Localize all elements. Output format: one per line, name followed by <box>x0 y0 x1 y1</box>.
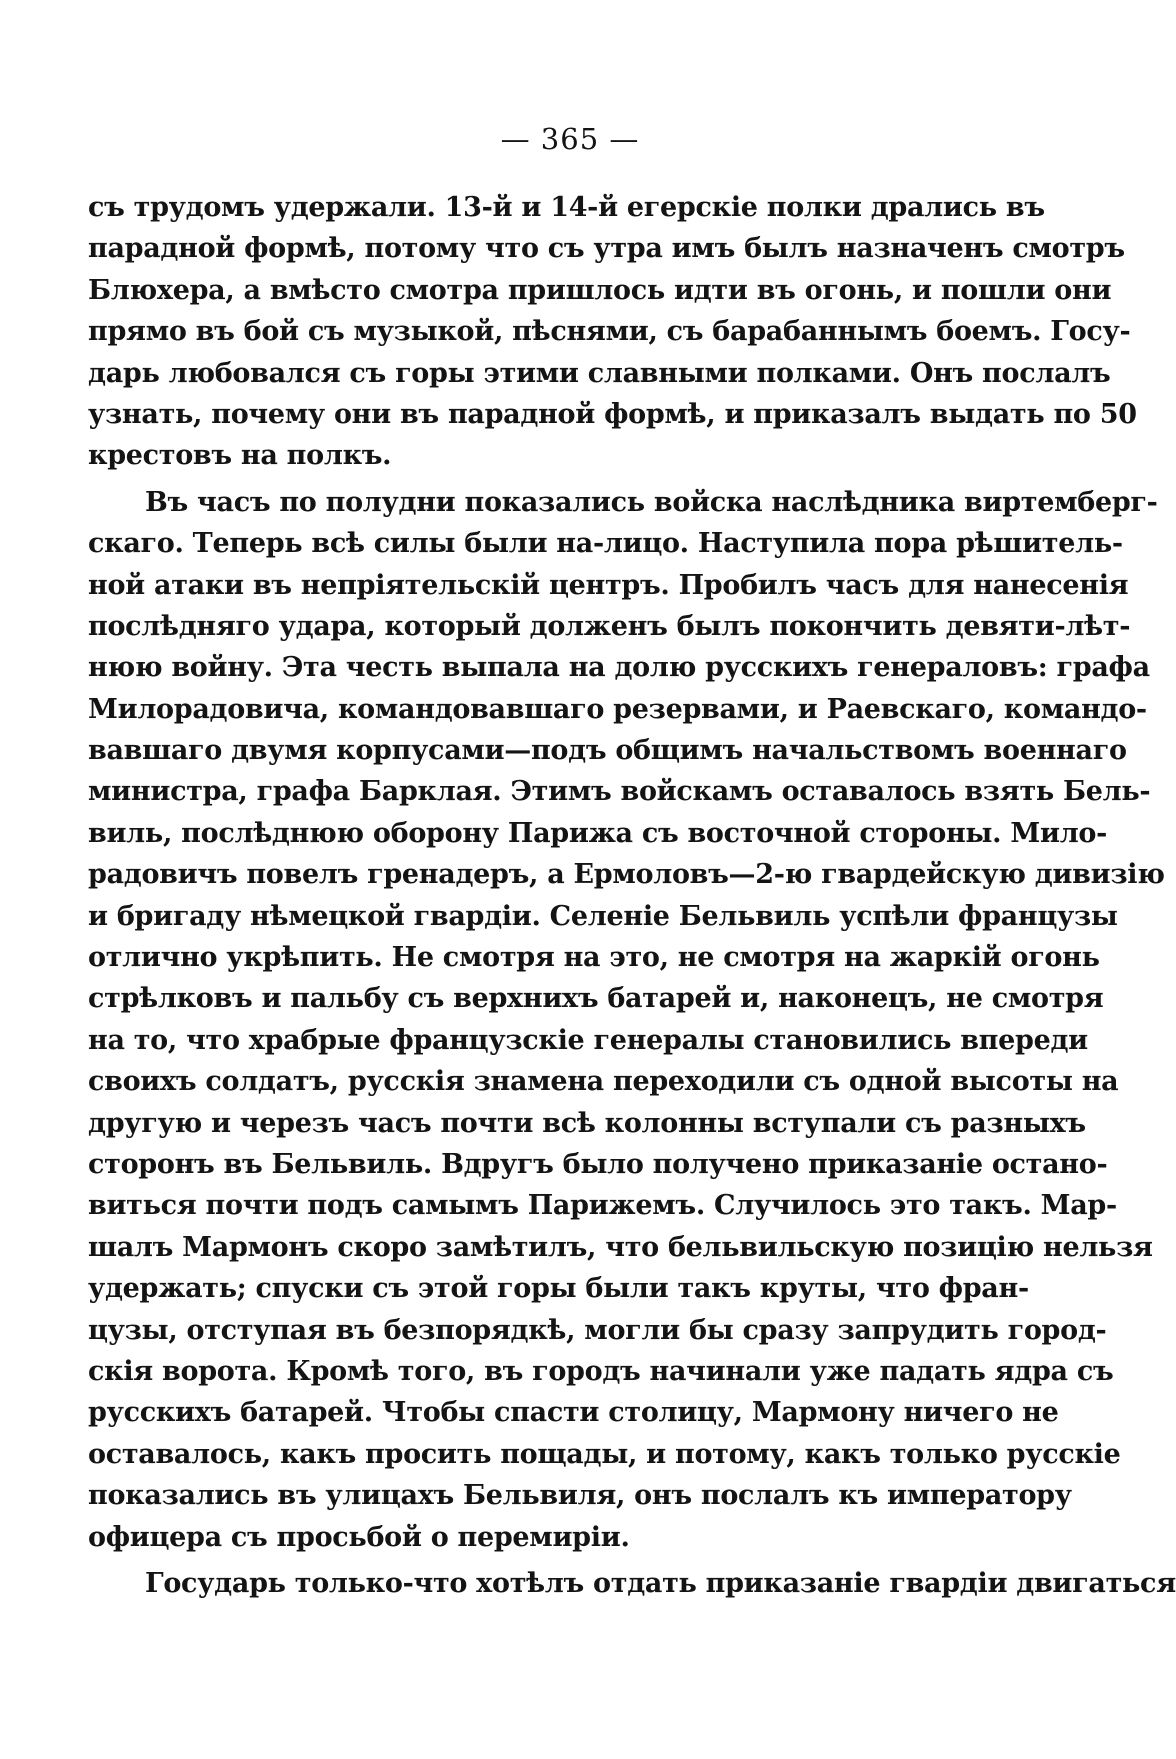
paragraph <box>88 482 1165 1558</box>
text-line: удержать; спуски съ этой горы были такъ круты, что фран- <box>88 1273 1029 1305</box>
body-text <box>88 187 1176 1604</box>
text-line: цузы, отступая въ безпорядкѣ, могли бы сразу запрудить город- <box>88 1314 1107 1346</box>
text-line: вавшаго двумя корпусами—подъ общимъ начальствомъ военнаго <box>88 735 1127 767</box>
text-line: и бригаду нѣмецкой гвардіи. Селеніе Бельвиль успѣли французы <box>88 900 1118 932</box>
text-line: Милорадовича, командовавшаго резервами, и Раевскаго, командо- <box>88 693 1147 725</box>
text-line: ной атаки въ непріятельскій центръ. Пробилъ часъ для нанесенія <box>88 569 1129 601</box>
text-line: послѣдняго удара, который долженъ былъ покончить девяти-лѣт- <box>88 610 1131 642</box>
text-line: своихъ солдатъ, русскія знамена переходили съ одной высоты на <box>88 1066 1119 1098</box>
text-line: съ трудомъ удержали. 13-й и 14-й егерскіе полки дрались въ <box>88 192 1045 223</box>
text-line: шалъ Мармонъ скоро замѣтилъ, что бельвильскую позицію нельзя <box>88 1231 1153 1263</box>
text-line: парадной формѣ, потому что съ утра имъ былъ назначенъ смотръ <box>88 233 1125 265</box>
text-line: крестовъ на полкъ. <box>88 440 392 472</box>
text-line: другую и черезъ часъ почти всѣ колонны вступали съ разныхъ <box>88 1107 1086 1139</box>
text-line: скія ворота. Кромѣ того, въ городъ начинали уже падать ядра съ <box>88 1355 1114 1387</box>
text-line: дарь любовался съ горы этими славными полками. Онъ послалъ <box>88 357 1111 389</box>
text-line: прямо въ бой съ музыкой, пѣснями, съ барабаннымъ боемъ. Госу- <box>88 316 1131 348</box>
text-line: министра, графа Барклая. Этимъ войскамъ оставалось взять Бель- <box>88 776 1151 808</box>
text-line: Въ часъ по полудни показались войска наслѣдника виртемберг- <box>145 486 1158 518</box>
text-line: Блюхера, а вмѣсто смотра пришлось идти въ огонь, и пошли они <box>88 274 1112 306</box>
text-line: нюю войну. Эта честь выпала на долю русскихъ генераловъ: графа <box>88 652 1150 684</box>
text-line: оставалось, какъ просить пощады, и потому, какъ только русскіе <box>88 1438 1121 1470</box>
text-line: узнать, почему они въ парадной формѣ, и приказалъ выдать по 50 <box>88 398 1137 430</box>
text-line: отлично укрѣпить. Не смотря на это, не смотря на жаркій огонь <box>88 942 1100 974</box>
text-line: Государь только-что хотѣлъ отдать приказаніе гвардіи двигаться <box>145 1567 1176 1599</box>
text-line: показались въ улицахъ Бельвиля, онъ послалъ къ императору <box>88 1480 1072 1512</box>
text-line: виль, послѣднюю оборону Парижа съ восточной стороны. Мило- <box>88 817 1108 849</box>
page-number: — 365 — <box>500 122 640 156</box>
text-line: скаго. Теперь всѣ силы были на-лицо. Наступила пора рѣшитель- <box>88 528 1123 560</box>
text-line: русскихъ батарей. Чтобы спасти столицу, Мармону ничего не <box>88 1397 1059 1429</box>
text-line: офицера съ просьбой о перемиріи. <box>88 1521 630 1553</box>
text-line: радовичъ повелъ гренадеръ, а Ермоловъ—2-ю гвардейскую дивизію <box>88 859 1165 891</box>
text-line: сторонъ въ Бельвиль. Вдругъ было получено приказаніе остано- <box>88 1148 1108 1180</box>
paragraph <box>88 187 1137 477</box>
text-line: на то, что храбрые французскіе генералы становились впереди <box>88 1024 1088 1056</box>
paragraph <box>88 1563 1176 1604</box>
text-line: стрѣлковъ и пальбу съ верхнихъ батарей и, наконецъ, не смотря <box>88 983 1104 1015</box>
text-line: виться почти подъ самымъ Парижемъ. Случилось это такъ. Мар- <box>88 1190 1117 1222</box>
